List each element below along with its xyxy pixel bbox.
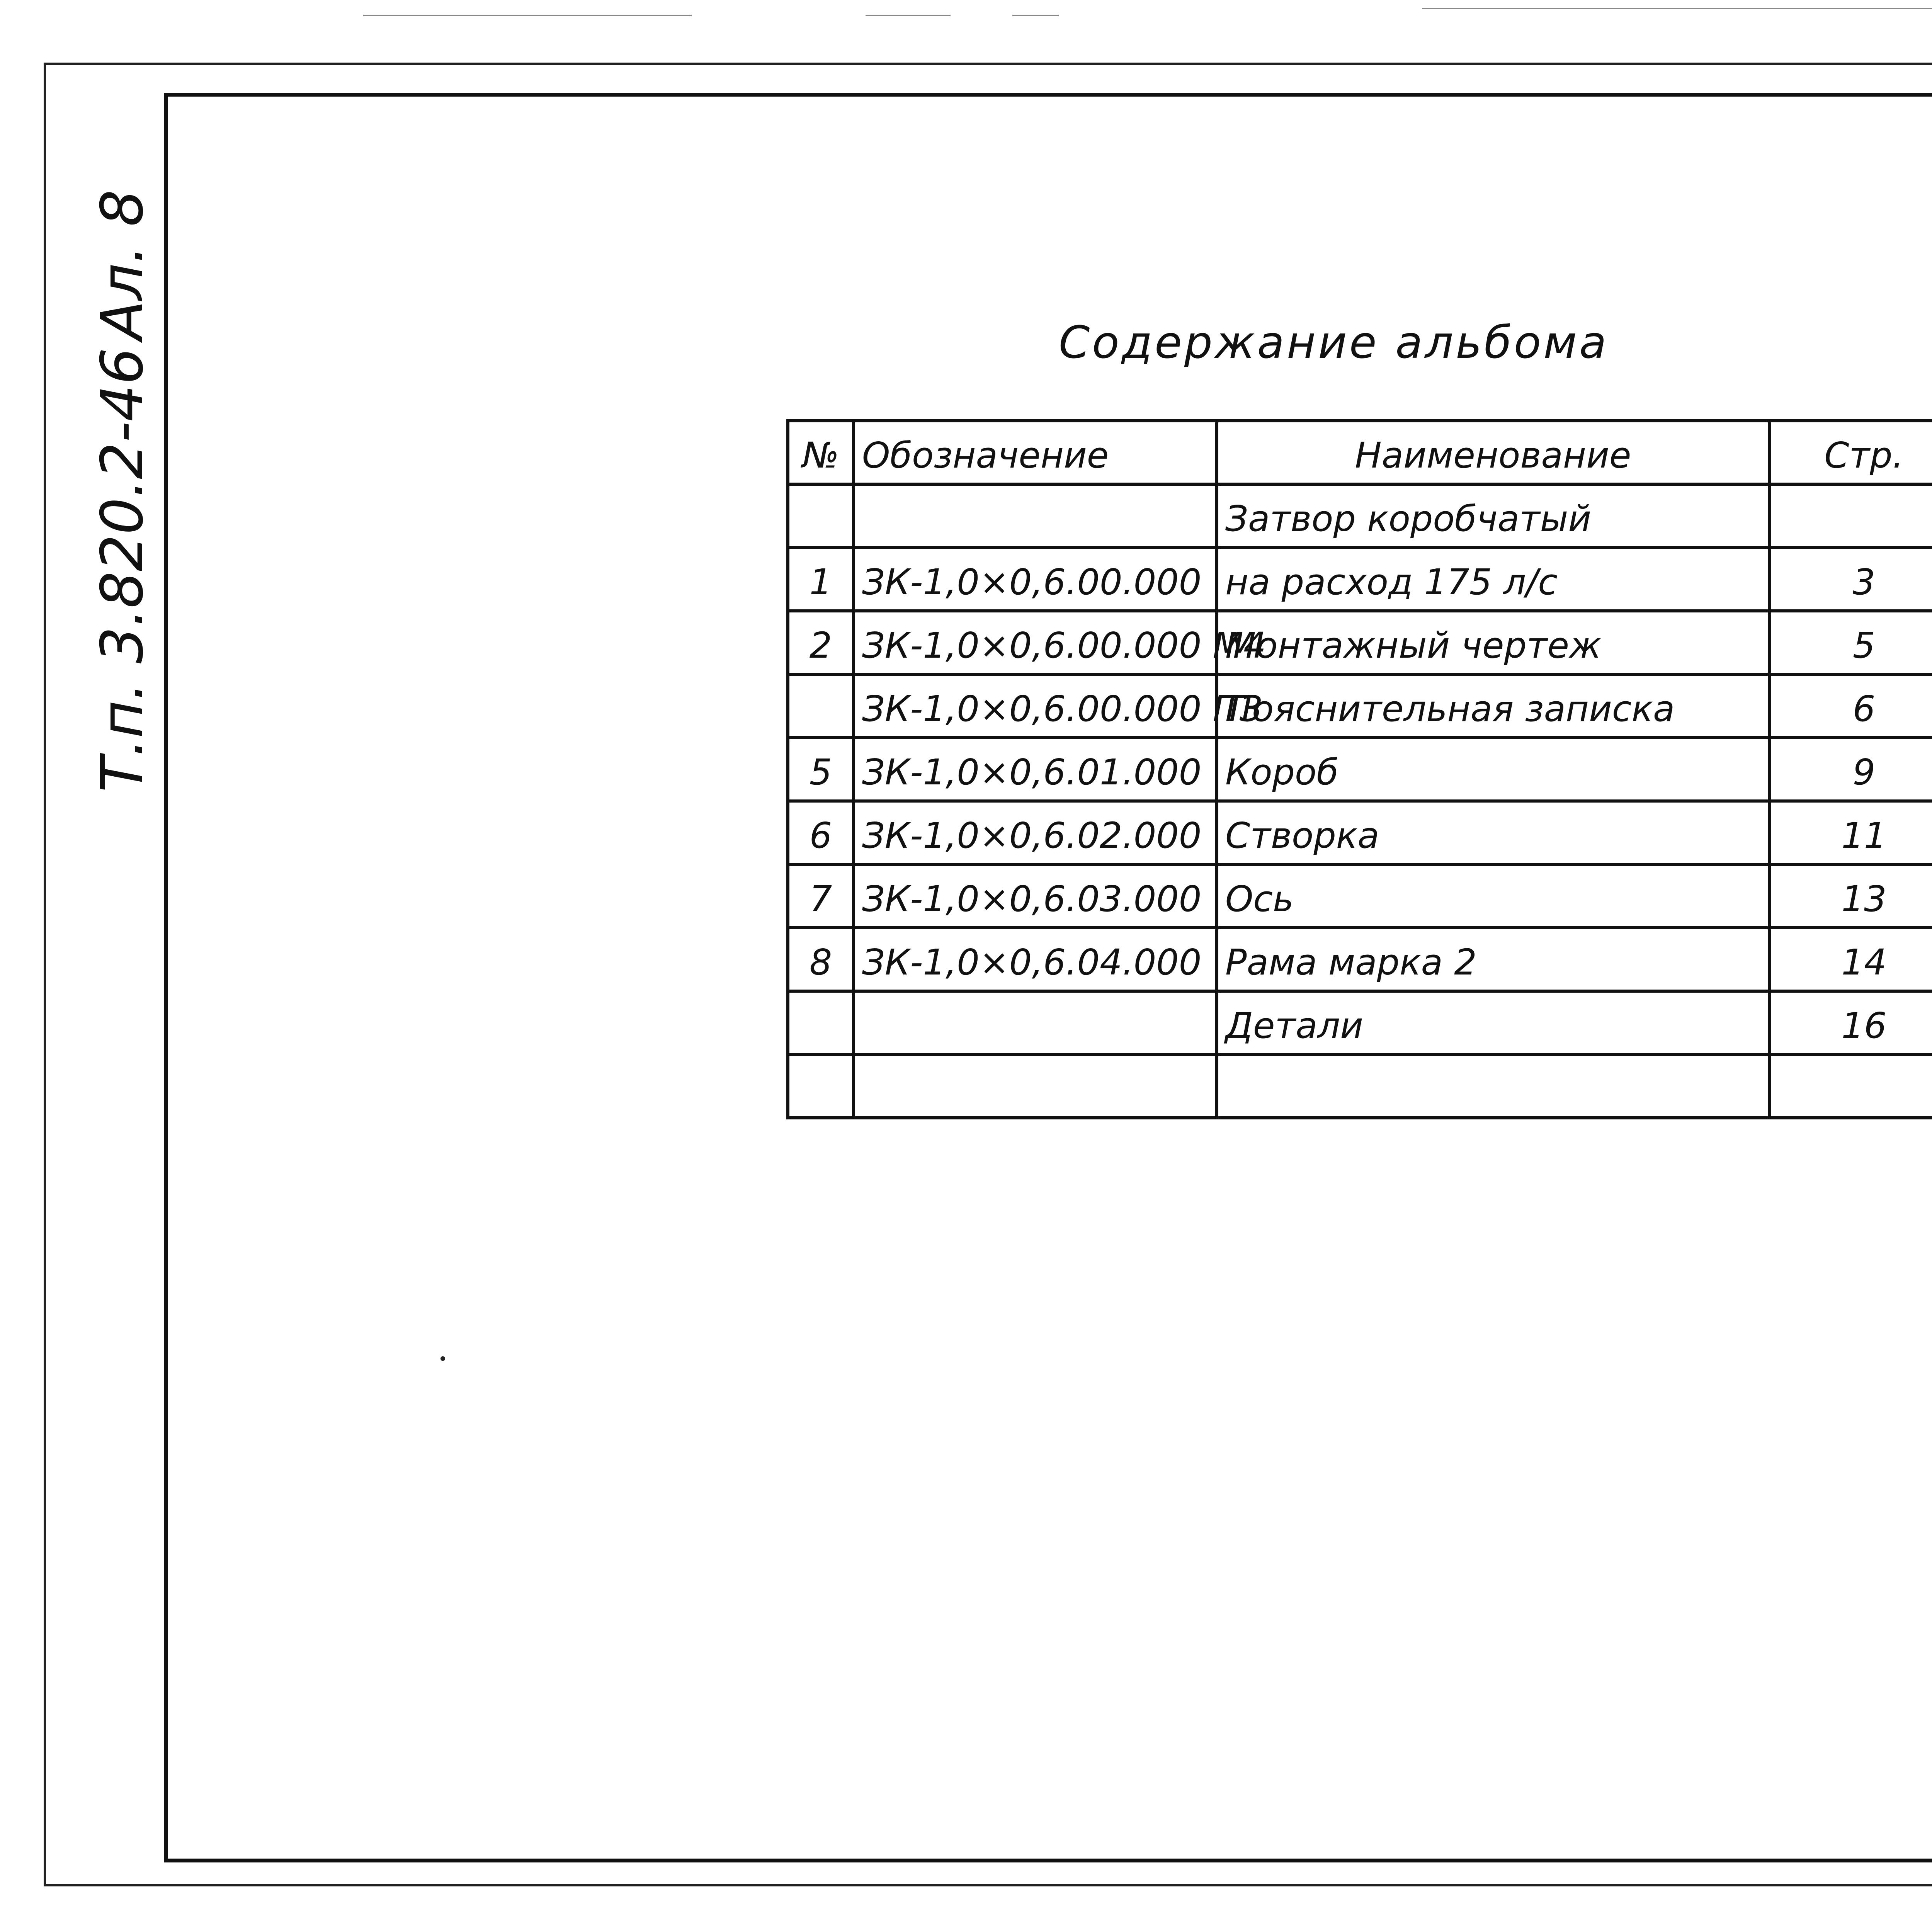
row-designation: ЗК-1,0×0,6.02.000	[854, 801, 1217, 864]
row-name: Створка	[1217, 801, 1769, 864]
row-name: Ось	[1217, 864, 1769, 928]
side-code: Т.п. 3.820.2-46	[89, 347, 156, 792]
row-page: 13	[1769, 864, 1932, 928]
header-page: Стр.	[1769, 421, 1932, 484]
scan-line	[1012, 15, 1059, 16]
row-page: 9	[1769, 738, 1932, 801]
row-name: Затвор коробчатый	[1217, 484, 1769, 548]
row-designation	[854, 484, 1217, 548]
row-num	[788, 1054, 854, 1118]
scan-line	[1422, 8, 1932, 9]
row-page: 6	[1769, 674, 1932, 738]
row-num	[788, 484, 854, 548]
row-page: 3	[1769, 548, 1932, 611]
header-name: Наименование	[1217, 421, 1769, 484]
row-name	[1217, 1054, 1769, 1118]
row-num	[788, 674, 854, 738]
header-num: №	[788, 421, 854, 484]
table-row	[788, 1054, 1932, 1118]
row-name: Пояснительная записка	[1217, 674, 1769, 738]
table-row	[788, 674, 1932, 738]
row-name: Короб	[1217, 738, 1769, 801]
row-page	[1769, 1054, 1932, 1118]
table-row	[788, 864, 1932, 928]
table-row	[788, 548, 1932, 611]
row-designation	[854, 991, 1217, 1054]
table-row	[788, 484, 1932, 548]
row-num: 5	[788, 738, 854, 801]
contents-table	[786, 419, 1932, 1119]
album-label: Ал. 8	[89, 189, 156, 340]
row-designation	[854, 1054, 1217, 1118]
row-name: на расход 175 л/с	[1217, 548, 1769, 611]
row-num: 2	[788, 611, 854, 674]
header-designation: Обозначение	[854, 421, 1217, 484]
row-designation: ЗК-1,0×0,6.04.000	[854, 928, 1217, 991]
scan-line	[363, 15, 692, 16]
table-row	[788, 991, 1932, 1054]
row-num: 6	[788, 801, 854, 864]
row-name: Монтажный чертеж	[1217, 611, 1769, 674]
row-num	[788, 991, 854, 1054]
row-page: 16	[1769, 991, 1932, 1054]
scan-line	[866, 15, 951, 16]
row-page	[1769, 484, 1932, 548]
row-designation: ЗК-1,0×0,6.00.000 М4	[854, 611, 1217, 674]
row-name: Детали	[1217, 991, 1769, 1054]
row-designation: ЗК-1,0×0,6.01.000	[854, 738, 1217, 801]
row-name: Рама марка 2	[1217, 928, 1769, 991]
table-row	[788, 801, 1932, 864]
row-page: 5	[1769, 611, 1932, 674]
table-row	[788, 928, 1932, 991]
row-num: 1	[788, 548, 854, 611]
page-title: Содержание альбома	[1059, 317, 1609, 369]
row-designation: ЗК-1,0×0,6.03.000	[854, 864, 1217, 928]
row-num: 8	[788, 928, 854, 991]
row-designation: ЗК-1,0×0,6.00.000	[854, 548, 1217, 611]
row-page: 11	[1769, 801, 1932, 864]
table-row	[788, 611, 1932, 674]
table-row	[788, 738, 1932, 801]
row-designation: ЗК-1,0×0,6.00.000 ПЗ	[854, 674, 1217, 738]
table-header-row	[788, 421, 1932, 484]
row-num: 7	[788, 864, 854, 928]
scan-dot	[440, 1356, 445, 1361]
row-page: 14	[1769, 928, 1932, 991]
